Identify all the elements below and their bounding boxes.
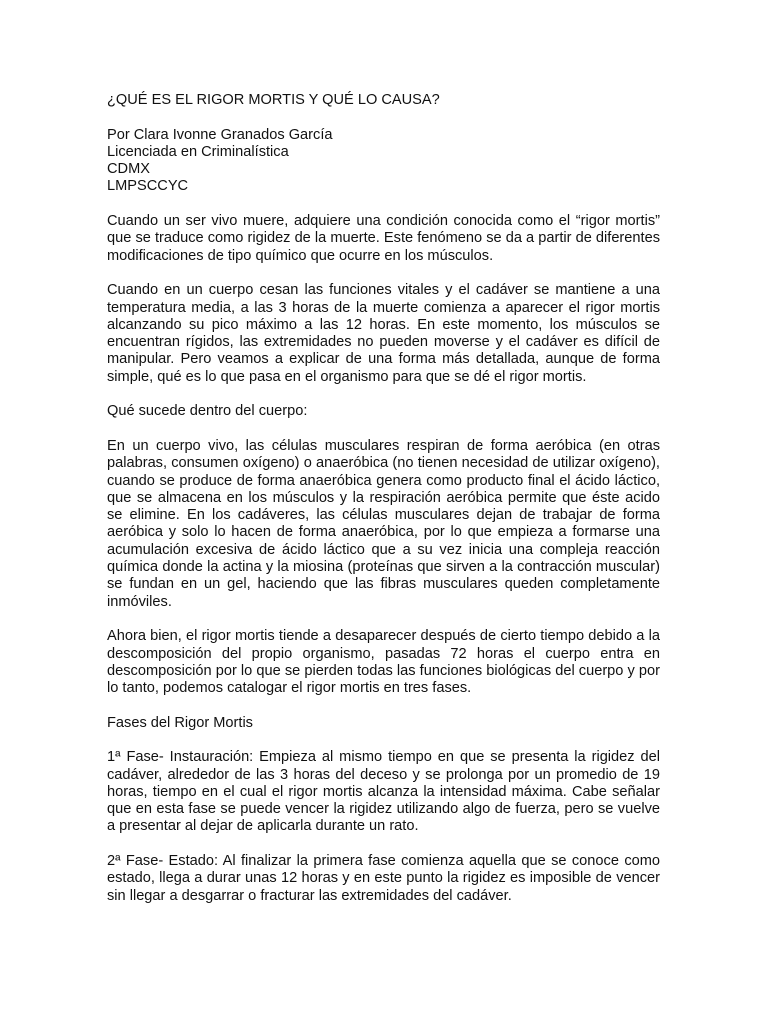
paragraph-intro: Cuando un ser vivo muere, adquiere una condición conocida como el “rigor mortis” que se traduce como rigidez de la muerte. Este fenómeno se da a partir de diferentes modificaciones de tipo químico que ocurre en los músculos. bbox=[107, 213, 660, 264]
document-title: ¿QUÉ ES EL RIGOR MORTIS Y QUÉ LO CAUSA? bbox=[107, 92, 440, 108]
author-name: Por Clara Ivonne Granados García bbox=[107, 126, 333, 143]
paragraph-decomposition: Ahora bien, el rigor mortis tiende a desaparecer después de cierto tiempo debido a la descomposición del propio organismo, pasadas 72 horas el cuerpo entra en descomposición por lo que se pierden todas las funciones biológicas del cuerpo y por lo tanto, podemos catalogar el rigor mortis en tres fases. bbox=[107, 628, 660, 697]
paragraph-cell-respiration: En un cuerpo vivo, las células musculares respiran de forma aeróbica (en otras palabras, consumen oxígeno) o anaeróbica (no tienen necesidad de utilizar oxígeno), cuando se produce de forma anaeróbica genera como producto final el ácido láctico, que se almacena en los músculos y la respiración aeróbica permite que éste acido se elimine. En los cadáveres, las células musculares dejan de trabajar de forma aeróbica y solo lo hacen de forma anaeróbica, por lo que empieza a formarse una acumulación excesiva de ácido láctico que a su vez inicia una compleja reacción química donde la actina y la miosina (proteínas que sirven a la contracción muscular) se fundan en un gel, haciendo que las fibras musculares queden completamente inmóviles. bbox=[107, 437, 660, 610]
author-affiliation: LMPSCCYC bbox=[107, 178, 189, 195]
author-degree: Licenciada en Criminalística bbox=[107, 143, 289, 160]
author-location: CDMX bbox=[107, 161, 150, 178]
paragraph-timing: Cuando en un cuerpo cesan las funciones vitales y el cadáver se mantiene a una temperatura media, a las 3 horas de la muerte comienza a aparecer el rigor mortis alcanzando su pico máximo a las 12 horas. En este momento, los músculos se encuentran rígidos, las extremidades no pueden moverse y el cadáver es difícil de manipular. Pero veamos a explicar de una forma más detallada, aunque de forma simple, qué es lo que pasa en el organismo para que se dé el rigor mortis. bbox=[107, 282, 660, 385]
paragraph-phase-2: 2ª Fase- Estado: Al finalizar la primera fase comienza aquella que se conoce como estado, llega a durar unas 12 horas y en este punto la rigidez es imposible de vencer sin llegar a desgarrar o fracturar las extremidades del cadáver. bbox=[107, 853, 660, 904]
document-page bbox=[107, 92, 660, 922]
paragraph-phase-1: 1ª Fase- Instauración: Empieza al mismo tiempo en que se presenta la rigidez del cadáver, alrededor de las 3 horas del deceso y se prolonga por un promedio de 19 horas, tiempo en el cual el rigor mortis alcanza la intensidad máxima. Cabe señalar que en esta fase se puede vencer la rigidez utilizando algo de fuerza, pero se vuelve a presentar al dejar de aplicarla durante un rato. bbox=[107, 749, 660, 835]
section-heading-phases: Fases del Rigor Mortis bbox=[107, 714, 253, 731]
section-heading-inside-body: Qué sucede dentro del cuerpo: bbox=[107, 403, 308, 420]
author-block bbox=[107, 127, 660, 196]
